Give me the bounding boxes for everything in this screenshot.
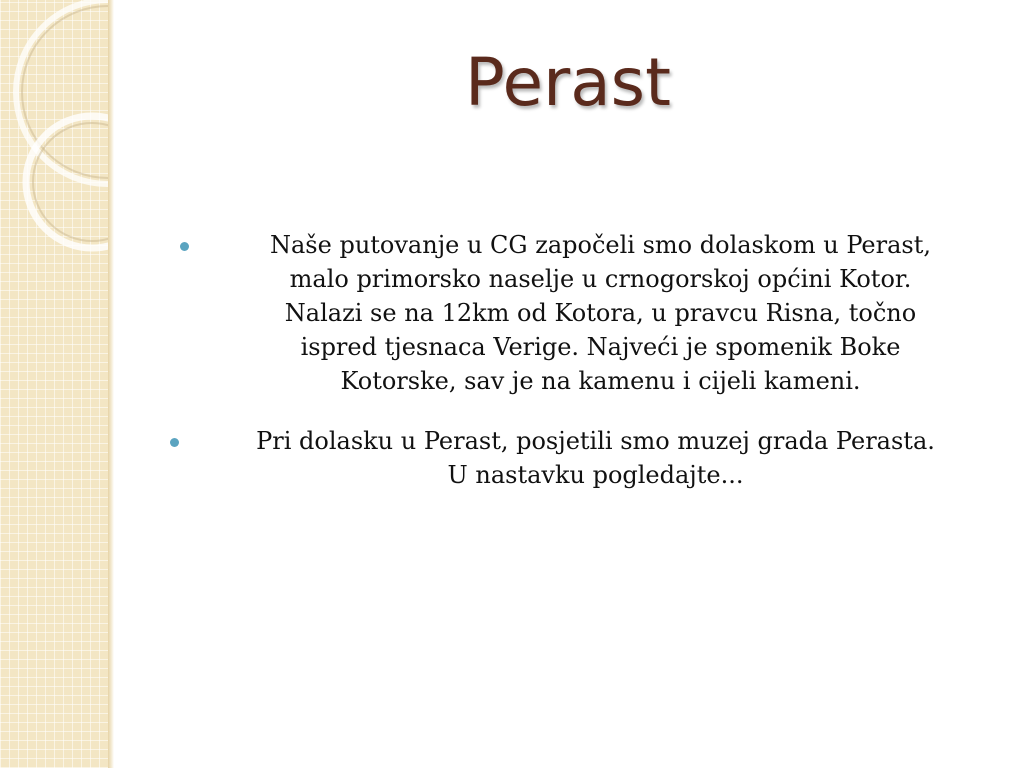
bullet-dot-icon [180,242,189,251]
decorative-circles-icon [0,0,112,260]
bullet-line: U nastavku pogledajte... [447,461,744,489]
bullet-line: Nalazi se na 12km od Kotora, u pravcu Risna, točno [284,299,917,327]
bullet-item [170,424,1000,492]
bullet-list [180,228,1000,518]
bullet-line: ispred tjesnaca Verige. Najveći je spomenik Boke [300,333,901,361]
bullet-line: malo primorsko naselje u crnogorskoj općini Kotor. [289,265,912,293]
decorative-side-panel [0,0,112,768]
bullet-item [180,228,1000,398]
bullet-line: Pri dolasku u Perast, posjetili smo muzej grada Perasta. [256,427,935,455]
bullet-text [201,228,1000,398]
bullet-text [191,424,1000,492]
bullet-line: Kotorske, sav je na kamenu i cijeli kameni. [340,367,861,395]
bullet-dot-icon [170,438,179,447]
bullet-line: Naše putovanje u CG započeli smo dolaskom u Perast, [270,231,931,259]
slide-title: Perast [465,44,671,121]
